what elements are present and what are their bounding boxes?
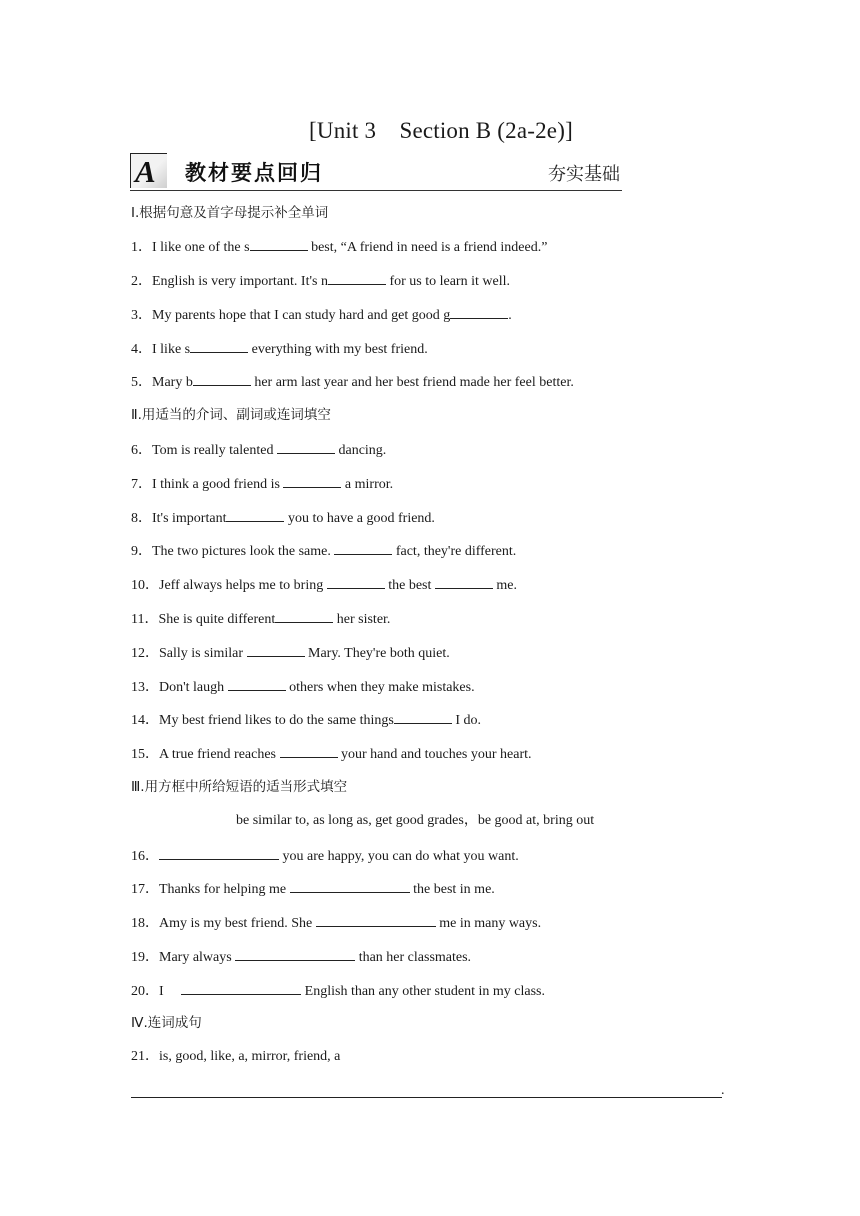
question-number: 5．	[131, 375, 152, 390]
question-text: It's important	[152, 511, 227, 526]
question-text: The two pictures look the same.	[152, 544, 335, 559]
question-text: I like s	[152, 342, 191, 357]
question-number: 9．	[131, 544, 152, 559]
question-text: your hand and touches your heart.	[337, 747, 532, 762]
page-title: [Unit 3 Section B (2a-2e)]	[309, 118, 573, 143]
question-number: 20．	[131, 984, 159, 999]
answer-blank[interactable]	[435, 575, 493, 589]
question-3	[131, 305, 512, 325]
question-text: Thanks for helping me	[159, 882, 290, 897]
answer-blank[interactable]	[394, 710, 452, 724]
question-text: everything with my best friend.	[248, 342, 428, 357]
question-10	[131, 575, 517, 595]
question-number: 19．	[131, 950, 159, 965]
section-3-heading: Ⅲ.用方框中所给短语的适当形式填空	[131, 779, 348, 795]
answer-blank[interactable]	[280, 744, 338, 758]
question-21	[131, 1048, 340, 1066]
question-18	[131, 913, 541, 933]
question-12	[131, 643, 450, 663]
question-text: I	[159, 984, 182, 999]
answer-blank[interactable]	[181, 981, 301, 995]
question-number: 16．	[131, 849, 159, 864]
question-text: A true friend reaches	[159, 747, 280, 762]
answer-blank[interactable]	[316, 913, 436, 927]
question-number: 21．	[131, 1049, 159, 1064]
question-text: She is quite different	[158, 612, 276, 627]
question-text: dancing.	[334, 443, 387, 458]
question-19	[131, 947, 471, 967]
answer-blank[interactable]	[290, 879, 410, 893]
question-6	[131, 440, 386, 460]
answer-blank[interactable]	[193, 372, 251, 386]
question-15	[131, 744, 532, 764]
question-13	[131, 677, 475, 697]
answer-line[interactable]	[131, 1097, 722, 1098]
question-number: 11．	[131, 612, 159, 627]
question-17	[131, 879, 495, 899]
question-number: 10．	[131, 578, 159, 593]
question-text: you are happy, you can do what you want.	[279, 849, 519, 864]
banner-badge	[130, 153, 167, 188]
answer-blank[interactable]	[247, 643, 305, 657]
question-2	[131, 271, 510, 291]
question-text: Mary b	[152, 375, 193, 390]
question-number: 12．	[131, 646, 159, 661]
banner-subtitle: 夯实基础	[548, 164, 620, 185]
question-text: me in many ways.	[435, 916, 542, 931]
question-text: I think a good friend is	[152, 477, 284, 492]
section-1-heading: Ⅰ.根据句意及首字母提示补全单词	[131, 205, 329, 221]
answer-end-mark: .	[721, 1083, 725, 1098]
question-text: English than any other student in my class.	[301, 984, 545, 999]
question-text: Sally is similar	[159, 646, 247, 661]
question-text: best, “A friend in need is a friend indeed.”	[307, 240, 548, 255]
question-number: 15．	[131, 747, 159, 762]
question-text: My parents hope that I can study hard and get good g	[152, 308, 451, 323]
question-text: you to have a good friend.	[284, 511, 435, 526]
question-number: 7．	[131, 477, 152, 492]
question-7	[131, 474, 393, 494]
question-text: My best friend likes to do the same things	[159, 713, 394, 728]
question-text: others when they make mistakes.	[285, 680, 475, 695]
section-4-heading: Ⅳ.连词成句	[131, 1015, 202, 1031]
question-text: than her classmates.	[355, 950, 472, 965]
question-16	[131, 846, 519, 866]
section-banner	[130, 151, 622, 191]
phrase-box: be similar to, as long as, get good grades，be good at, bring out	[236, 813, 595, 828]
question-8	[131, 508, 435, 528]
question-number: 18．	[131, 916, 159, 931]
badge-letter: A	[135, 154, 156, 189]
question-14	[131, 710, 481, 730]
question-number: 8．	[131, 511, 152, 526]
answer-blank[interactable]	[328, 271, 386, 285]
question-5	[131, 372, 574, 392]
question-text: is, good, like, a, mirror, friend, a	[159, 1049, 341, 1064]
question-text: Tom is really talented	[152, 443, 277, 458]
answer-blank[interactable]	[228, 677, 286, 691]
answer-blank[interactable]	[190, 339, 248, 353]
question-20	[131, 981, 545, 1001]
question-text: me.	[492, 578, 517, 593]
question-number: 14．	[131, 713, 159, 728]
question-number: 13．	[131, 680, 159, 695]
answer-blank[interactable]	[226, 508, 284, 522]
question-11	[131, 609, 390, 629]
question-text: Jeff always helps me to bring	[159, 578, 327, 593]
question-number: 3．	[131, 308, 152, 323]
answer-blank[interactable]	[283, 474, 341, 488]
question-text: her arm last year and her best friend made her feel better.	[250, 375, 574, 390]
question-number: 2．	[131, 274, 152, 289]
question-number: 6．	[131, 443, 152, 458]
question-9	[131, 541, 516, 561]
answer-blank[interactable]	[327, 575, 385, 589]
question-number: 1．	[131, 240, 152, 255]
question-text: I do.	[451, 713, 482, 728]
answer-blank[interactable]	[159, 846, 279, 860]
question-text: her sister.	[333, 612, 391, 627]
question-text: English is very important. It's n	[152, 274, 328, 289]
question-text: .	[508, 308, 512, 323]
answer-blank[interactable]	[450, 305, 508, 319]
answer-blank[interactable]	[235, 947, 355, 961]
question-text: a mirror.	[341, 477, 394, 492]
question-text: Amy is my best friend. She	[159, 916, 316, 931]
question-text: Mary always	[159, 950, 236, 965]
section-2-heading: Ⅱ.用适当的介词、副词或连词填空	[131, 407, 331, 423]
answer-blank[interactable]	[250, 237, 308, 251]
question-number: 4．	[131, 342, 152, 357]
banner-title: 教材要点回归	[185, 161, 323, 185]
question-text: the best	[384, 578, 435, 593]
question-text: the best in me.	[409, 882, 495, 897]
question-text: for us to learn it well.	[385, 274, 510, 289]
answer-blank[interactable]	[275, 609, 333, 623]
question-4	[131, 339, 428, 359]
question-text: Mary. They're both quiet.	[304, 646, 450, 661]
question-text: fact, they're different.	[392, 544, 517, 559]
answer-blank[interactable]	[277, 440, 335, 454]
question-1	[131, 237, 547, 257]
question-text: I like one of the s	[152, 240, 250, 255]
answer-blank[interactable]	[334, 541, 392, 555]
question-text: Don't laugh	[159, 680, 228, 695]
question-number: 17．	[131, 882, 159, 897]
